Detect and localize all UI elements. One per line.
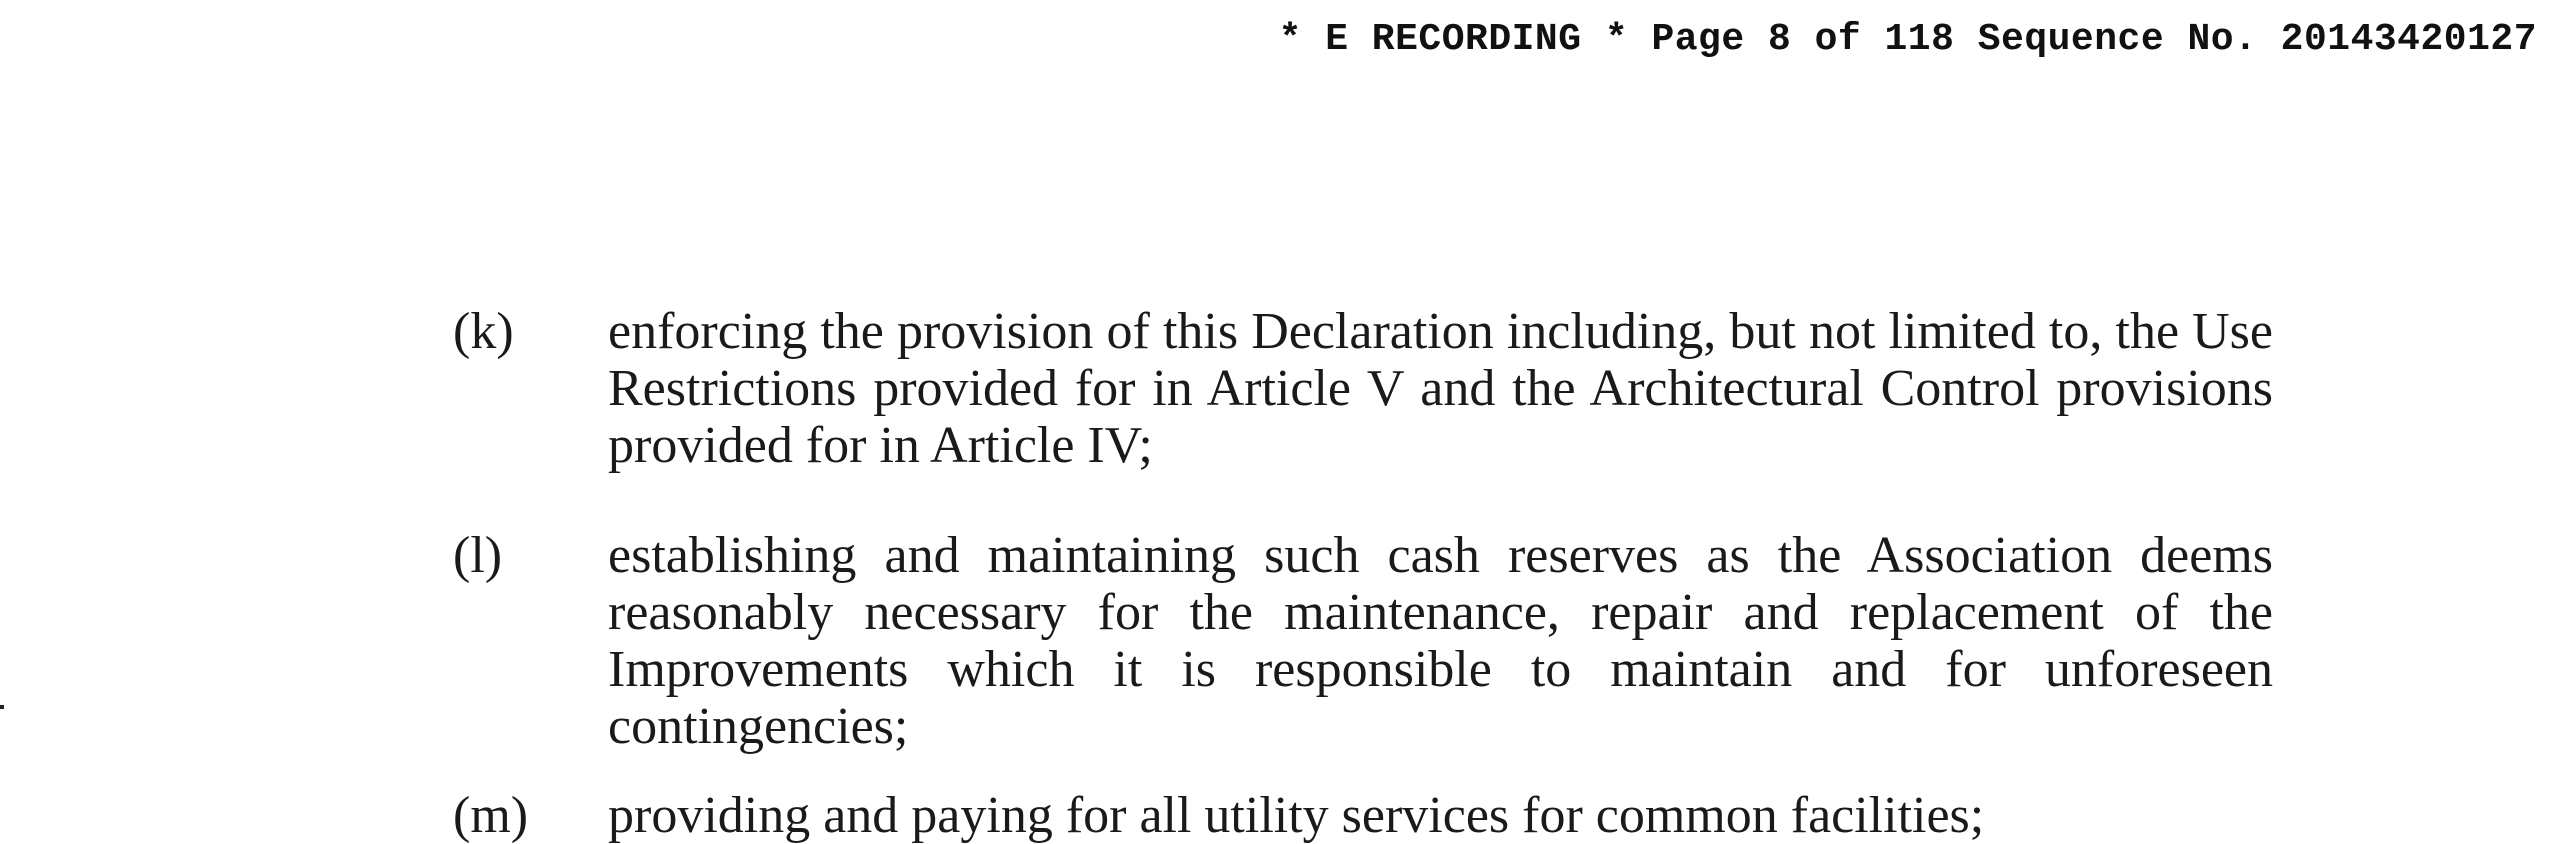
- clause-line: establishing and maintaining such cash reserves as the Association deems: [608, 527, 2273, 584]
- clause-text: [608, 527, 2273, 755]
- clause-line: provided for in Article IV;: [608, 417, 1153, 474]
- clause-line: Restrictions provided for in Article V and the Architectural Control provisions: [608, 360, 2273, 417]
- clause-line: reasonably necessary for the maintenance, repair and replacement of the: [608, 584, 2273, 641]
- clause-label: (m): [453, 787, 529, 844]
- recording-header: * E RECORDING * Page 8 of 118 Sequence No. 20143420127: [1278, 18, 2537, 61]
- clause-line: Improvements which it is responsible to maintain and for unforeseen: [608, 641, 2273, 698]
- clause-line: enforcing the provision of this Declaration including, but not limited to, the Use: [608, 303, 2273, 360]
- clause-line: providing and paying for all utility services for common facilities;: [608, 787, 1985, 844]
- clause-line: contingencies;: [608, 698, 909, 755]
- clause-text: [608, 787, 2273, 844]
- margin-mark: [0, 705, 4, 709]
- clause-text: [608, 303, 2273, 474]
- clause-label: (l): [453, 527, 503, 584]
- clause-label: (k): [453, 303, 514, 360]
